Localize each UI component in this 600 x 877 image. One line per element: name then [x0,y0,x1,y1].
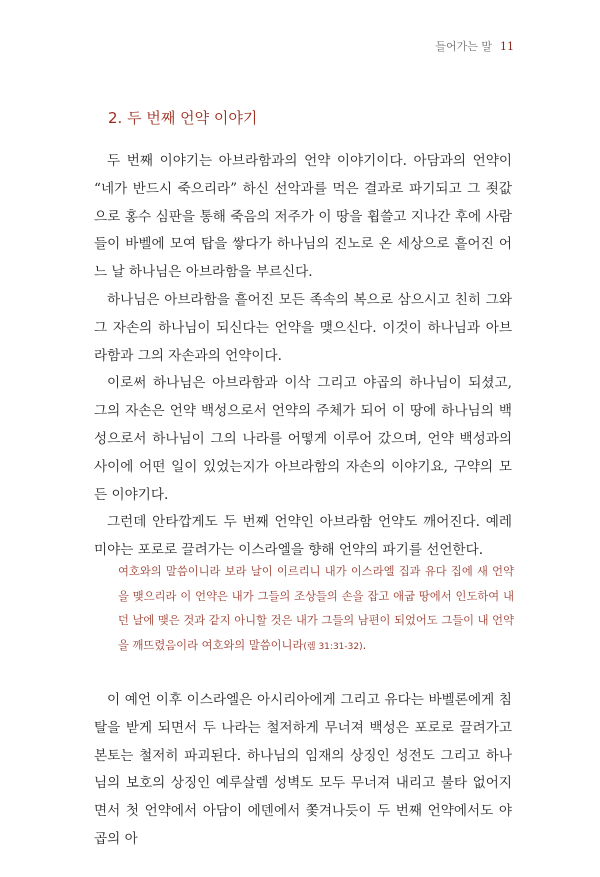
body-text-continued [94,687,512,854]
quote-end: . [362,639,367,653]
running-header [435,38,514,54]
quote-reference: (렘 31:31-32) [303,642,363,653]
paragraph: 두 번째 이야기는 아브라함과의 언약 이야기이다. 아담과의 언약이 “네가 반드시 죽으리라” 하신 선악과를 먹은 결과로 파기되고 그 죗값으로 홍수 심판을 통해 죽음의 저주가 이 땅을 휩쓸고 지나간 후에 사람들이 바벨에 모여 탑을 쌓다가 하나님의 진노로 온 세상으로 흩어진 어느 날 하나님은 아브라함을 부르신다. [94,153,512,281]
page-number: 11 [500,40,514,53]
section-title: 2. 두 번째 언약 이야기 [108,109,258,128]
paragraph: 이 예언 이후 이스라엘은 아시리아에게 그리고 유다는 바벨론에게 침탈을 받게 되면서 두 나라는 철저하게 무너져 백성은 포로로 끌려가고 본토는 철저히 파괴된다. 하나님의 임재의 상징인 성전도 그리고 하나님의 보호의 상징인 예루살렘 성벽도 모두 무너져 내리고 불타 없어지면서 첫 언약에서 아담이 에덴에서 쫓겨나듯이 두 번째 언약에서도 야곱의 아 [94,692,512,847]
quote-text: 여호와의 말씀이니라 보라 날이 이르리니 내가 이스라엘 집과 유다 집에 새 언약을 맺으리라 이 언약은 내가 그들의 조상들의 손을 잡고 애굽 땅에서 인도하여 내던 날에 맺은 것과 같지 아니할 것은 내가 그들의 남편이 되었어도 그들이 내 언약을 깨뜨렸음이라 여호와의 말씀이니라 [118,565,514,653]
paragraph: 이로써 하나님은 아브라함과 이삭 그리고 야곱의 하나님이 되셨고, 그의 자손은 언약 백성으로서 언약의 주체가 되어 이 땅에 하나님의 백성으로서 하나님이 그의 나라를 어떻게 이루어 갔으며, 언약 백성과의 사이에 어떤 일이 있었는지가 아브라함의 자손의 이야기요, 구약의 모든 이야기다. [94,375,512,503]
paragraph: 그런데 안타깝게도 두 번째 언약인 아브라함 언약도 깨어진다. 예레미야는 포로로 끌려가는 이스라엘을 향해 언약의 파기를 선언한다. [94,514,512,559]
running-title: 들어가는 말 [435,40,492,53]
body-text [94,148,512,565]
scripture-quote [118,560,514,660]
paragraph: 하나님은 아브라함을 흩어진 모든 족속의 복으로 삼으시고 친히 그와 그 자손의 하나님이 되신다는 언약을 맺으신다. 이것이 하나님과 아브라함과 그의 자손과의 언약이다. [94,291,512,364]
